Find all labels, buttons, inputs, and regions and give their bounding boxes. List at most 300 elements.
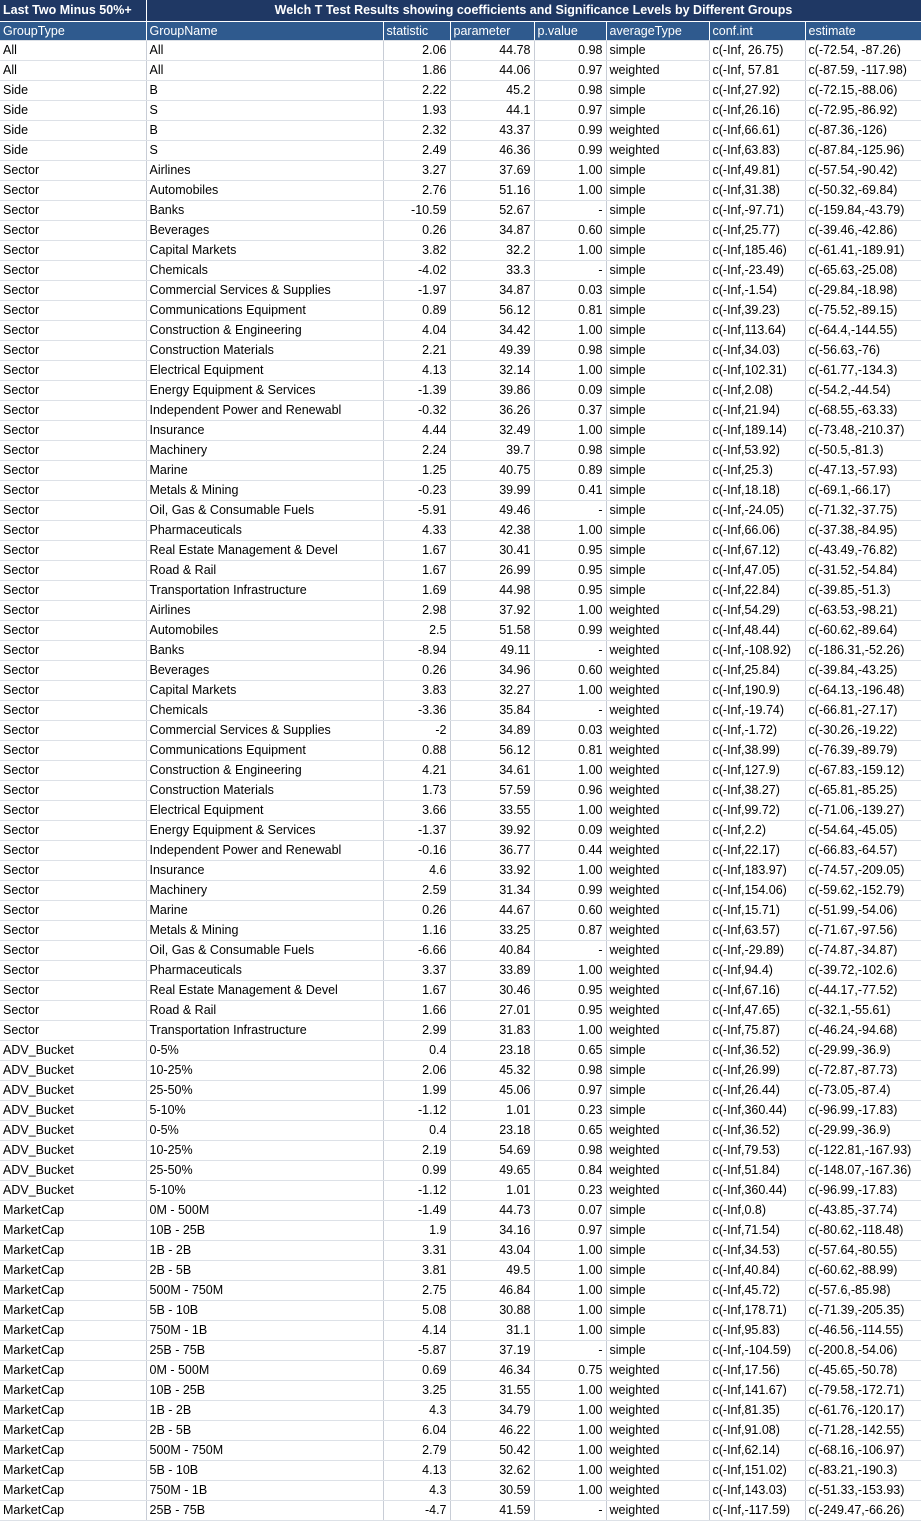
statistic-cell: 4.13	[383, 1461, 450, 1481]
p-value-cell: 0.44	[534, 841, 606, 861]
parameter-cell: 30.59	[450, 1481, 534, 1501]
column-header: statistic	[383, 22, 450, 41]
parameter-cell: 35.84	[450, 701, 534, 721]
average-type-cell: weighted	[606, 881, 709, 901]
average-type-cell: simple	[606, 321, 709, 341]
conf-int-cell: c(-Inf,-97.71)	[709, 201, 805, 221]
group-name-cell: Independent Power and Renewabl	[146, 401, 383, 421]
table-row	[0, 681, 921, 701]
group-name-cell: Road & Rail	[146, 561, 383, 581]
group-name-cell: Electrical Equipment	[146, 801, 383, 821]
table-row	[0, 1181, 921, 1201]
table-row	[0, 1461, 921, 1481]
average-type-cell: weighted	[606, 1441, 709, 1461]
parameter-cell: 32.49	[450, 421, 534, 441]
table-row	[0, 441, 921, 461]
parameter-cell: 46.34	[450, 1361, 534, 1381]
statistic-cell: 1.93	[383, 101, 450, 121]
p-value-cell: 0.23	[534, 1101, 606, 1121]
group-type-cell: Sector	[0, 981, 146, 1001]
statistic-cell: -10.59	[383, 201, 450, 221]
parameter-cell: 37.19	[450, 1341, 534, 1361]
table-row	[0, 781, 921, 801]
conf-int-cell: c(-Inf,94.4)	[709, 961, 805, 981]
estimate-cell: c(-39.84,-43.25)	[805, 661, 921, 681]
p-value-cell: 1.00	[534, 601, 606, 621]
estimate-cell: c(-159.84,-43.79)	[805, 201, 921, 221]
group-type-cell: ADV_Bucket	[0, 1061, 146, 1081]
group-name-cell: Airlines	[146, 161, 383, 181]
table-row	[0, 521, 921, 541]
group-name-cell: Banks	[146, 641, 383, 661]
average-type-cell: weighted	[606, 1461, 709, 1481]
statistic-cell: 4.21	[383, 761, 450, 781]
statistic-cell: 0.26	[383, 901, 450, 921]
conf-int-cell: c(-Inf,151.02)	[709, 1461, 805, 1481]
statistic-cell: -1.49	[383, 1201, 450, 1221]
estimate-cell: c(-87.36,-126)	[805, 121, 921, 141]
p-value-cell: 0.95	[534, 1001, 606, 1021]
parameter-cell: 45.2	[450, 81, 534, 101]
conf-int-cell: c(-Inf,141.67)	[709, 1381, 805, 1401]
p-value-cell: 0.03	[534, 721, 606, 741]
conf-int-cell: c(-Inf,26.16)	[709, 101, 805, 121]
group-name-cell: S	[146, 101, 383, 121]
group-type-cell: Side	[0, 121, 146, 141]
table-row	[0, 761, 921, 781]
estimate-cell: c(-74.57,-209.05)	[805, 861, 921, 881]
p-value-cell: 1.00	[534, 761, 606, 781]
p-value-cell: -	[534, 941, 606, 961]
statistic-cell: 0.26	[383, 221, 450, 241]
parameter-cell: 49.65	[450, 1161, 534, 1181]
estimate-cell: c(-61.41,-189.91)	[805, 241, 921, 261]
parameter-cell: 52.67	[450, 201, 534, 221]
average-type-cell: simple	[606, 1261, 709, 1281]
p-value-cell: -	[534, 701, 606, 721]
table-row	[0, 221, 921, 241]
average-type-cell: simple	[606, 1221, 709, 1241]
group-name-cell: 5-10%	[146, 1101, 383, 1121]
conf-int-cell: c(-Inf,95.83)	[709, 1321, 805, 1341]
conf-int-cell: c(-Inf,143.03)	[709, 1481, 805, 1501]
group-type-cell: All	[0, 61, 146, 81]
group-type-cell: Sector	[0, 461, 146, 481]
conf-int-cell: c(-Inf,2.08)	[709, 381, 805, 401]
conf-int-cell: c(-Inf,48.44)	[709, 621, 805, 641]
table-row	[0, 661, 921, 681]
conf-int-cell: c(-Inf,81.35)	[709, 1401, 805, 1421]
average-type-cell: weighted	[606, 981, 709, 1001]
average-type-cell: simple	[606, 561, 709, 581]
statistic-cell: -1.12	[383, 1101, 450, 1121]
average-type-cell: weighted	[606, 61, 709, 81]
statistic-cell: 2.76	[383, 181, 450, 201]
conf-int-cell: c(-Inf,127.9)	[709, 761, 805, 781]
p-value-cell: 1.00	[534, 1441, 606, 1461]
group-name-cell: Chemicals	[146, 701, 383, 721]
average-type-cell: simple	[606, 281, 709, 301]
group-type-cell: MarketCap	[0, 1461, 146, 1481]
group-name-cell: Energy Equipment & Services	[146, 381, 383, 401]
group-type-cell: ADV_Bucket	[0, 1041, 146, 1061]
conf-int-cell: c(-Inf,66.61)	[709, 121, 805, 141]
conf-int-cell: c(-Inf,36.52)	[709, 1121, 805, 1141]
table-row	[0, 1501, 921, 1521]
parameter-cell: 39.86	[450, 381, 534, 401]
conf-int-cell: c(-Inf,154.06)	[709, 881, 805, 901]
statistic-cell: -1.39	[383, 381, 450, 401]
conf-int-cell: c(-Inf,54.29)	[709, 601, 805, 621]
parameter-cell: 49.5	[450, 1261, 534, 1281]
parameter-cell: 33.55	[450, 801, 534, 821]
estimate-cell: c(-71.32,-37.75)	[805, 501, 921, 521]
table-body	[0, 41, 921, 1521]
p-value-cell: 0.23	[534, 1181, 606, 1201]
conf-int-cell: c(-Inf,25.84)	[709, 661, 805, 681]
table-row	[0, 1321, 921, 1341]
parameter-cell: 23.18	[450, 1121, 534, 1141]
parameter-cell: 44.67	[450, 901, 534, 921]
statistic-cell: -5.91	[383, 501, 450, 521]
group-type-cell: ADV_Bucket	[0, 1081, 146, 1101]
conf-int-cell: c(-Inf,360.44)	[709, 1181, 805, 1201]
average-type-cell: simple	[606, 1081, 709, 1101]
average-type-cell: weighted	[606, 921, 709, 941]
group-name-cell: 0M - 500M	[146, 1201, 383, 1221]
table-row	[0, 741, 921, 761]
table-row	[0, 1281, 921, 1301]
conf-int-cell: c(-Inf,49.81)	[709, 161, 805, 181]
table-row	[0, 1121, 921, 1141]
group-name-cell: 5B - 10B	[146, 1461, 383, 1481]
group-type-cell: MarketCap	[0, 1201, 146, 1221]
conf-int-cell: c(-Inf,67.16)	[709, 981, 805, 1001]
group-name-cell: Beverages	[146, 661, 383, 681]
estimate-cell: c(-47.13,-57.93)	[805, 461, 921, 481]
group-name-cell: 750M - 1B	[146, 1481, 383, 1501]
table-row	[0, 321, 921, 341]
group-type-cell: Sector	[0, 621, 146, 641]
table-row	[0, 41, 921, 61]
average-type-cell: simple	[606, 481, 709, 501]
parameter-cell: 30.88	[450, 1301, 534, 1321]
p-value-cell: 0.97	[534, 1081, 606, 1101]
p-value-cell: 0.60	[534, 221, 606, 241]
table-row	[0, 361, 921, 381]
conf-int-cell: c(-Inf,47.65)	[709, 1001, 805, 1021]
group-name-cell: 25B - 75B	[146, 1501, 383, 1521]
average-type-cell: simple	[606, 301, 709, 321]
conf-int-cell: c(-Inf,39.23)	[709, 301, 805, 321]
parameter-cell: 39.92	[450, 821, 534, 841]
conf-int-cell: c(-Inf,-108.92)	[709, 641, 805, 661]
p-value-cell: 1.00	[534, 801, 606, 821]
table-row	[0, 561, 921, 581]
group-type-cell: Sector	[0, 681, 146, 701]
group-type-cell: Sector	[0, 321, 146, 341]
average-type-cell: weighted	[606, 901, 709, 921]
statistic-cell: 0.26	[383, 661, 450, 681]
group-type-cell: MarketCap	[0, 1321, 146, 1341]
group-name-cell: All	[146, 61, 383, 81]
average-type-cell: simple	[606, 1341, 709, 1361]
statistic-cell: -0.23	[383, 481, 450, 501]
group-type-cell: Sector	[0, 641, 146, 661]
p-value-cell: 0.98	[534, 41, 606, 61]
conf-int-cell: c(-Inf,26.99)	[709, 1061, 805, 1081]
conf-int-cell: c(-Inf,360.44)	[709, 1101, 805, 1121]
group-type-cell: Sector	[0, 241, 146, 261]
table-row	[0, 1401, 921, 1421]
average-type-cell: simple	[606, 1281, 709, 1301]
table-row	[0, 1101, 921, 1121]
p-value-cell: 0.98	[534, 441, 606, 461]
statistic-cell: 1.66	[383, 1001, 450, 1021]
parameter-cell: 39.7	[450, 441, 534, 461]
statistic-cell: 5.08	[383, 1301, 450, 1321]
conf-int-cell: c(-Inf,34.03)	[709, 341, 805, 361]
p-value-cell: 1.00	[534, 1241, 606, 1261]
conf-int-cell: c(-Inf,22.84)	[709, 581, 805, 601]
table-row	[0, 1341, 921, 1361]
estimate-cell: c(-32.1,-55.61)	[805, 1001, 921, 1021]
p-value-cell: 0.37	[534, 401, 606, 421]
statistic-cell: 4.14	[383, 1321, 450, 1341]
average-type-cell: simple	[606, 1321, 709, 1341]
p-value-cell: 1.00	[534, 241, 606, 261]
parameter-cell: 33.92	[450, 861, 534, 881]
p-value-cell: 1.00	[534, 1321, 606, 1341]
estimate-cell: c(-83.21,-190.3)	[805, 1461, 921, 1481]
table-title: Welch T Test Results showing coefficients and Significance Levels by Different Groups	[146, 0, 921, 22]
parameter-cell: 23.18	[450, 1041, 534, 1061]
conf-int-cell: c(-Inf,63.83)	[709, 141, 805, 161]
corner-title: Last Two Minus 50%+	[0, 0, 146, 22]
conf-int-cell: c(-Inf,53.92)	[709, 441, 805, 461]
average-type-cell: weighted	[606, 741, 709, 761]
group-type-cell: MarketCap	[0, 1361, 146, 1381]
parameter-cell: 34.87	[450, 221, 534, 241]
statistic-cell: 3.81	[383, 1261, 450, 1281]
table-row	[0, 1021, 921, 1041]
table-row	[0, 841, 921, 861]
table-row	[0, 581, 921, 601]
group-name-cell: 0-5%	[146, 1121, 383, 1141]
p-value-cell: -	[534, 501, 606, 521]
estimate-cell: c(-66.81,-27.17)	[805, 701, 921, 721]
average-type-cell: weighted	[606, 1501, 709, 1521]
group-type-cell: Sector	[0, 481, 146, 501]
p-value-cell: 0.65	[534, 1121, 606, 1141]
group-name-cell: 1B - 2B	[146, 1401, 383, 1421]
estimate-cell: c(-87.84,-125.96)	[805, 141, 921, 161]
table-row	[0, 1241, 921, 1261]
group-name-cell: Real Estate Management & Devel	[146, 981, 383, 1001]
group-name-cell: Construction & Engineering	[146, 321, 383, 341]
average-type-cell: weighted	[606, 141, 709, 161]
table-row	[0, 201, 921, 221]
conf-int-cell: c(-Inf,26.44)	[709, 1081, 805, 1101]
group-name-cell: Electrical Equipment	[146, 361, 383, 381]
table-row	[0, 381, 921, 401]
average-type-cell: simple	[606, 221, 709, 241]
conf-int-cell: c(-Inf,22.17)	[709, 841, 805, 861]
table-row	[0, 1381, 921, 1401]
group-type-cell: Sector	[0, 401, 146, 421]
parameter-cell: 51.16	[450, 181, 534, 201]
conf-int-cell: c(-Inf,75.87)	[709, 1021, 805, 1041]
group-name-cell: 0M - 500M	[146, 1361, 383, 1381]
conf-int-cell: c(-Inf,34.53)	[709, 1241, 805, 1261]
estimate-cell: c(-29.99,-36.9)	[805, 1121, 921, 1141]
p-value-cell: 1.00	[534, 1461, 606, 1481]
average-type-cell: weighted	[606, 1001, 709, 1021]
conf-int-cell: c(-Inf,67.12)	[709, 541, 805, 561]
group-name-cell: Metals & Mining	[146, 921, 383, 941]
conf-int-cell: c(-Inf,21.94)	[709, 401, 805, 421]
parameter-cell: 27.01	[450, 1001, 534, 1021]
group-type-cell: Side	[0, 141, 146, 161]
group-name-cell: Pharmaceuticals	[146, 961, 383, 981]
group-name-cell: Metals & Mining	[146, 481, 383, 501]
group-type-cell: Sector	[0, 661, 146, 681]
table-row	[0, 1001, 921, 1021]
estimate-cell: c(-73.48,-210.37)	[805, 421, 921, 441]
group-type-cell: ADV_Bucket	[0, 1161, 146, 1181]
p-value-cell: 0.96	[534, 781, 606, 801]
table-row	[0, 601, 921, 621]
group-type-cell: MarketCap	[0, 1241, 146, 1261]
table-row	[0, 1421, 921, 1441]
statistic-cell: -0.16	[383, 841, 450, 861]
p-value-cell: 1.00	[534, 1481, 606, 1501]
p-value-cell: 1.00	[534, 421, 606, 441]
parameter-cell: 40.75	[450, 461, 534, 481]
average-type-cell: weighted	[606, 1181, 709, 1201]
conf-int-cell: c(-Inf,185.46)	[709, 241, 805, 261]
parameter-cell: 30.41	[450, 541, 534, 561]
statistic-cell: -1.97	[383, 281, 450, 301]
group-name-cell: 10-25%	[146, 1061, 383, 1081]
conf-int-cell: c(-Inf,2.2)	[709, 821, 805, 841]
table-row	[0, 481, 921, 501]
statistic-cell: 0.99	[383, 1161, 450, 1181]
group-name-cell: Chemicals	[146, 261, 383, 281]
estimate-cell: c(-59.62,-152.79)	[805, 881, 921, 901]
table-row	[0, 881, 921, 901]
average-type-cell: weighted	[606, 1381, 709, 1401]
statistic-cell: 1.16	[383, 921, 450, 941]
group-name-cell: 10-25%	[146, 1141, 383, 1161]
parameter-cell: 44.78	[450, 41, 534, 61]
table-row	[0, 801, 921, 821]
conf-int-cell: c(-Inf,113.64)	[709, 321, 805, 341]
group-name-cell: 25B - 75B	[146, 1341, 383, 1361]
p-value-cell: 1.00	[534, 1301, 606, 1321]
table-row	[0, 241, 921, 261]
p-value-cell: 1.00	[534, 181, 606, 201]
p-value-cell: 0.99	[534, 881, 606, 901]
group-name-cell: Communications Equipment	[146, 741, 383, 761]
group-name-cell: Machinery	[146, 881, 383, 901]
statistic-cell: 2.59	[383, 881, 450, 901]
table-row	[0, 301, 921, 321]
estimate-cell: c(-37.38,-84.95)	[805, 521, 921, 541]
estimate-cell: c(-72.54, -87.26)	[805, 41, 921, 61]
table-row	[0, 701, 921, 721]
group-name-cell: 0-5%	[146, 1041, 383, 1061]
p-value-cell: 0.97	[534, 1221, 606, 1241]
estimate-cell: c(-69.1,-66.17)	[805, 481, 921, 501]
conf-int-cell: c(-Inf,-19.74)	[709, 701, 805, 721]
p-value-cell: 0.89	[534, 461, 606, 481]
statistic-cell: 3.25	[383, 1381, 450, 1401]
estimate-cell: c(-50.5,-81.3)	[805, 441, 921, 461]
p-value-cell: 0.95	[534, 561, 606, 581]
table-row	[0, 121, 921, 141]
average-type-cell: simple	[606, 441, 709, 461]
group-type-cell: Sector	[0, 961, 146, 981]
statistic-cell: 2.75	[383, 1281, 450, 1301]
estimate-cell: c(-96.99,-17.83)	[805, 1181, 921, 1201]
estimate-cell: c(-39.85,-51.3)	[805, 581, 921, 601]
statistic-cell: 4.44	[383, 421, 450, 441]
p-value-cell: 0.65	[534, 1041, 606, 1061]
average-type-cell: simple	[606, 541, 709, 561]
estimate-cell: c(-43.85,-37.74)	[805, 1201, 921, 1221]
p-value-cell: 0.95	[534, 981, 606, 1001]
statistic-cell: -8.94	[383, 641, 450, 661]
statistic-cell: 4.04	[383, 321, 450, 341]
group-name-cell: B	[146, 81, 383, 101]
table-row	[0, 901, 921, 921]
group-name-cell: 25-50%	[146, 1081, 383, 1101]
group-type-cell: Sector	[0, 221, 146, 241]
conf-int-cell: c(-Inf,40.84)	[709, 1261, 805, 1281]
group-type-cell: MarketCap	[0, 1401, 146, 1421]
group-name-cell: B	[146, 121, 383, 141]
statistic-cell: 2.22	[383, 81, 450, 101]
average-type-cell: weighted	[606, 601, 709, 621]
estimate-cell: c(-148.07,-167.36)	[805, 1161, 921, 1181]
average-type-cell: simple	[606, 341, 709, 361]
average-type-cell: weighted	[606, 121, 709, 141]
group-name-cell: Marine	[146, 901, 383, 921]
conf-int-cell: c(-Inf,-1.72)	[709, 721, 805, 741]
table-row	[0, 341, 921, 361]
parameter-cell: 56.12	[450, 741, 534, 761]
p-value-cell: 0.81	[534, 741, 606, 761]
table-row	[0, 61, 921, 81]
p-value-cell: -	[534, 641, 606, 661]
p-value-cell: -	[534, 1501, 606, 1521]
estimate-cell: c(-71.67,-97.56)	[805, 921, 921, 941]
group-type-cell: Sector	[0, 381, 146, 401]
group-type-cell: ADV_Bucket	[0, 1101, 146, 1121]
group-name-cell: Energy Equipment & Services	[146, 821, 383, 841]
p-value-cell: 0.60	[534, 661, 606, 681]
statistic-cell: 2.19	[383, 1141, 450, 1161]
estimate-cell: c(-71.06,-139.27)	[805, 801, 921, 821]
p-value-cell: 1.00	[534, 1281, 606, 1301]
parameter-cell: 34.61	[450, 761, 534, 781]
parameter-cell: 34.16	[450, 1221, 534, 1241]
p-value-cell: 0.81	[534, 301, 606, 321]
conf-int-cell: c(-Inf,27.92)	[709, 81, 805, 101]
group-type-cell: Sector	[0, 881, 146, 901]
p-value-cell: 1.00	[534, 321, 606, 341]
